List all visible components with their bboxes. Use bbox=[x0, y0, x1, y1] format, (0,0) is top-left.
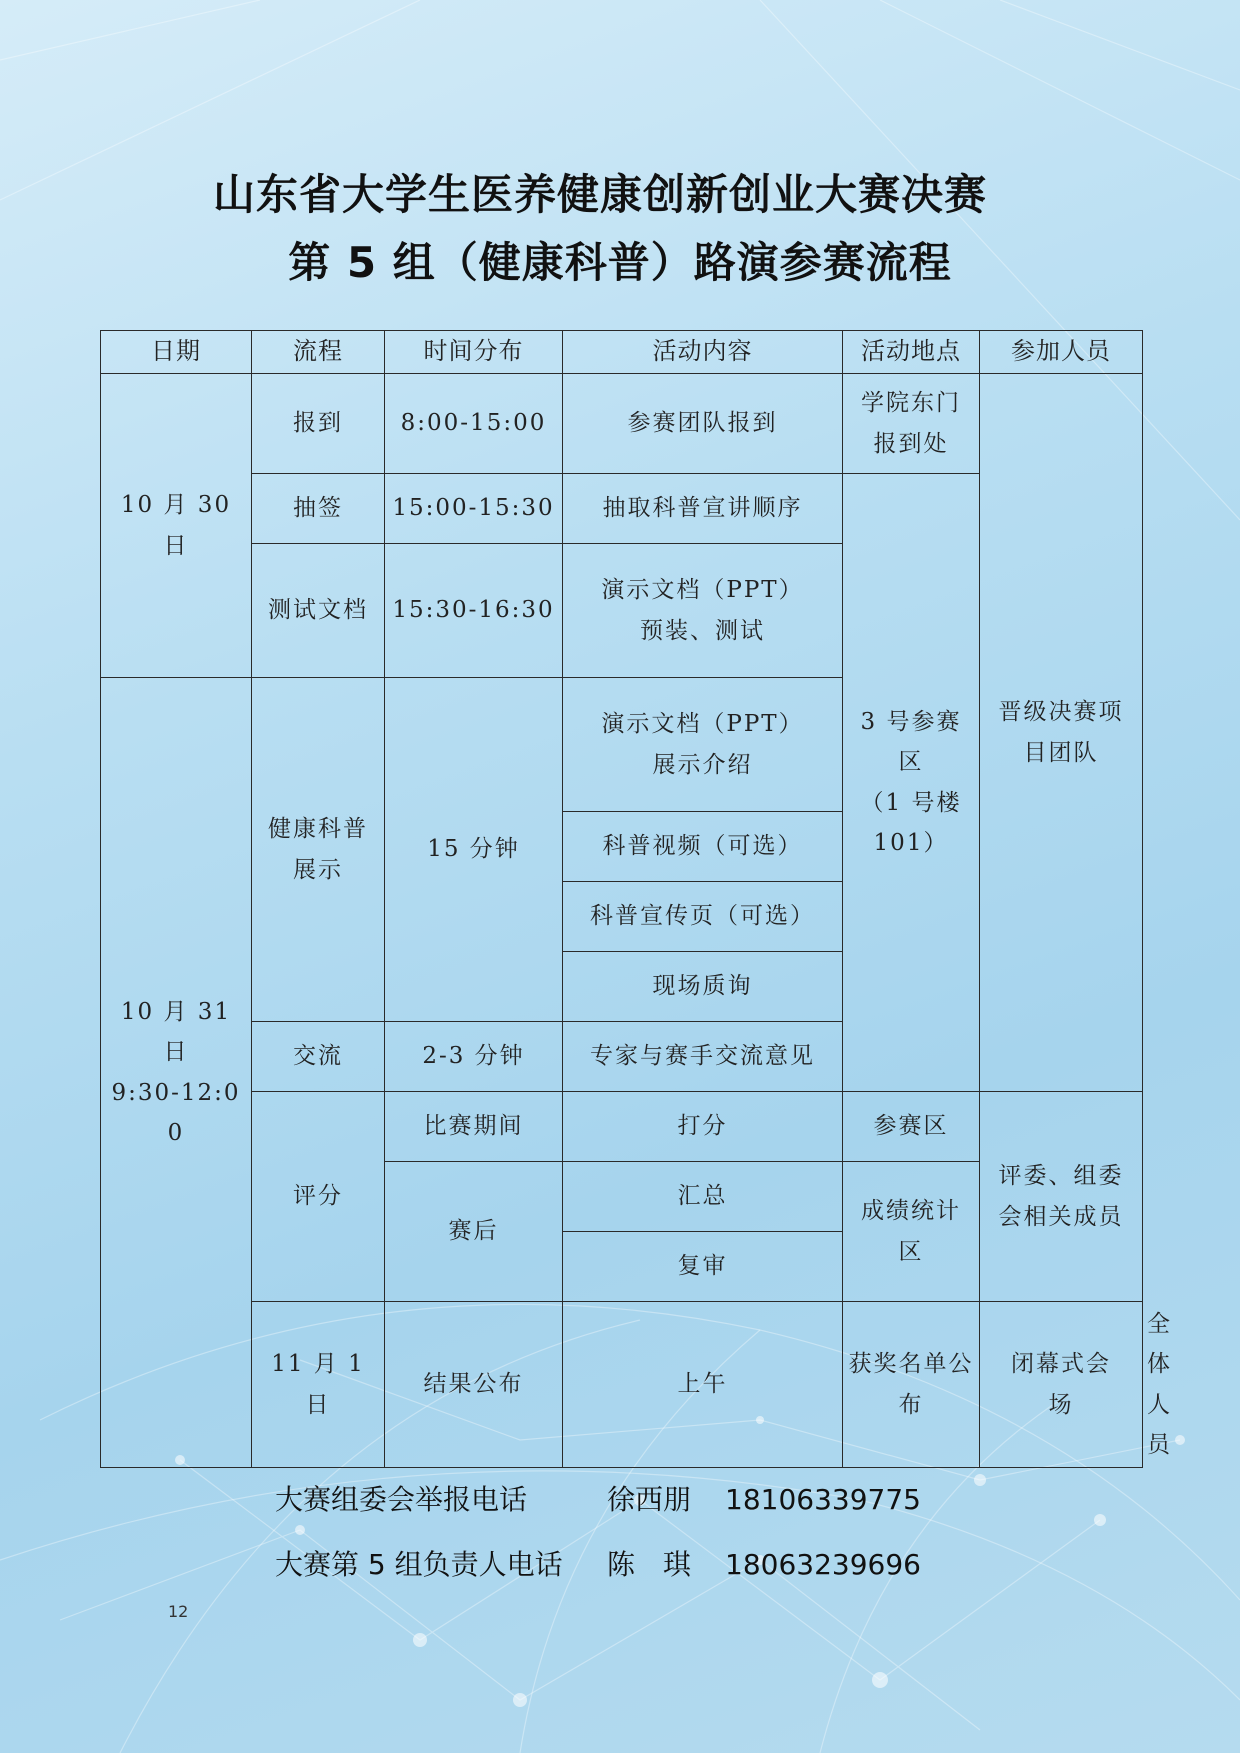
place-line: 101） bbox=[873, 829, 949, 856]
content-cell: 专家与赛手交流意见 bbox=[563, 1022, 843, 1092]
people-cell bbox=[980, 374, 1143, 1092]
table-row: 11 月 1 日 结果公布 上午 获奖名单公布 闭幕式会 场 全体人员 bbox=[101, 1302, 1143, 1468]
date-cell bbox=[101, 678, 252, 1468]
leader-phone: 18063239696 bbox=[725, 1548, 921, 1581]
time-cell: 15 分钟 bbox=[385, 678, 563, 1022]
content-cell: 抽取科普宣讲顺序 bbox=[563, 474, 843, 544]
table-header-row bbox=[101, 331, 1143, 374]
people-line: 评委、组委 bbox=[998, 1163, 1124, 1190]
date-cell: 10 月 30 日 bbox=[101, 374, 252, 678]
header-time: 时间分布 bbox=[385, 331, 563, 374]
flow-cell: 报到 bbox=[252, 374, 385, 474]
content-cell: 科普宣传页（可选） bbox=[563, 882, 843, 952]
content-cell: 获奖名单公布 bbox=[843, 1302, 980, 1468]
page-title-line1: 山东省大学生医养健康创新创业大赛决赛 bbox=[212, 170, 987, 219]
schedule-table bbox=[100, 330, 1172, 1468]
content-line: 演示文档（PPT） bbox=[601, 577, 804, 604]
place-line: （1 号楼 bbox=[860, 789, 962, 816]
header-people: 参加人员 bbox=[980, 331, 1143, 374]
time-cell: 赛后 bbox=[385, 1162, 563, 1302]
place-line: 3 号参赛 bbox=[860, 709, 962, 735]
place-line: 成绩统计 bbox=[861, 1198, 961, 1225]
page-number: 12 bbox=[168, 1602, 189, 1621]
place-cell bbox=[843, 374, 980, 474]
place-cell bbox=[843, 474, 980, 1092]
content-cell: 复审 bbox=[563, 1232, 843, 1302]
header-place: 活动地点 bbox=[843, 331, 980, 374]
leader-label: 大赛第 5 组负责人电话 bbox=[275, 1548, 563, 1581]
page-title-line2: 第 5 组（健康科普）路演参赛流程 bbox=[288, 238, 952, 287]
flow-line: 健康科普 bbox=[268, 816, 368, 843]
people-line: 目团队 bbox=[1023, 739, 1099, 766]
date-line: 0 bbox=[167, 1119, 185, 1146]
report-phone: 18106339775 bbox=[725, 1483, 921, 1516]
place-cell: 参赛区 bbox=[843, 1092, 980, 1162]
people-line: 会相关成员 bbox=[998, 1203, 1124, 1230]
flow-cell: 抽签 bbox=[252, 474, 385, 544]
date-line: 10 月 31 日 bbox=[120, 999, 232, 1066]
content-cell bbox=[563, 544, 843, 678]
footer-line-leader bbox=[275, 1543, 921, 1583]
content-cell: 参赛团队报到 bbox=[563, 374, 843, 474]
time-cell: 2-3 分钟 bbox=[385, 1022, 563, 1092]
report-contact-name: 徐西朋 bbox=[607, 1483, 692, 1516]
header-content: 活动内容 bbox=[563, 331, 843, 374]
table-row bbox=[101, 374, 1143, 474]
time-cell: 15:00-15:30 bbox=[385, 474, 563, 544]
content-cell: 现场质询 bbox=[563, 952, 843, 1022]
flow-cell: 评分 bbox=[252, 1092, 385, 1302]
time-cell: 15:30-16:30 bbox=[385, 544, 563, 678]
place-line: 学院东门 bbox=[861, 390, 961, 417]
content-cell: 科普视频（可选） bbox=[563, 812, 843, 882]
people-line: 晋级决赛项 bbox=[998, 699, 1124, 726]
content-line: 展示介绍 bbox=[652, 751, 753, 778]
people-cell bbox=[980, 1092, 1143, 1302]
time-cell: 上午 bbox=[563, 1302, 843, 1468]
header-flow: 流程 bbox=[252, 331, 385, 374]
content-line: 预装、测试 bbox=[640, 617, 765, 644]
content-cell bbox=[563, 678, 843, 812]
content-cell: 汇总 bbox=[563, 1162, 843, 1232]
place-line: 区 bbox=[898, 1238, 924, 1265]
content-line: 演示文档（PPT） bbox=[601, 711, 804, 738]
flow-cell: 结果公布 bbox=[385, 1302, 563, 1468]
place-cell bbox=[843, 1162, 980, 1302]
flow-line: 展示 bbox=[293, 856, 343, 883]
time-cell: 比赛期间 bbox=[385, 1092, 563, 1162]
flow-cell: 交流 bbox=[252, 1022, 385, 1092]
header-date: 日期 bbox=[101, 331, 252, 374]
table-row bbox=[101, 1092, 1143, 1162]
place-line: 报到处 bbox=[873, 430, 949, 457]
place-cell bbox=[980, 1302, 1143, 1468]
content-cell: 打分 bbox=[563, 1092, 843, 1162]
date-line: 9:30-12:0 bbox=[111, 1079, 241, 1106]
place-line: 闭幕式会 bbox=[1011, 1351, 1111, 1378]
flow-cell: 测试文档 bbox=[252, 544, 385, 678]
leader-contact-name: 陈 琪 bbox=[607, 1548, 692, 1581]
report-label: 大赛组委会举报电话 bbox=[275, 1483, 528, 1516]
date-cell: 11 月 1 日 bbox=[252, 1302, 385, 1468]
flow-cell bbox=[252, 678, 385, 1022]
time-cell: 8:00-15:00 bbox=[385, 374, 563, 474]
footer-line-report bbox=[275, 1478, 921, 1518]
place-line: 场 bbox=[1048, 1391, 1074, 1418]
place-line: 区 bbox=[898, 749, 924, 776]
